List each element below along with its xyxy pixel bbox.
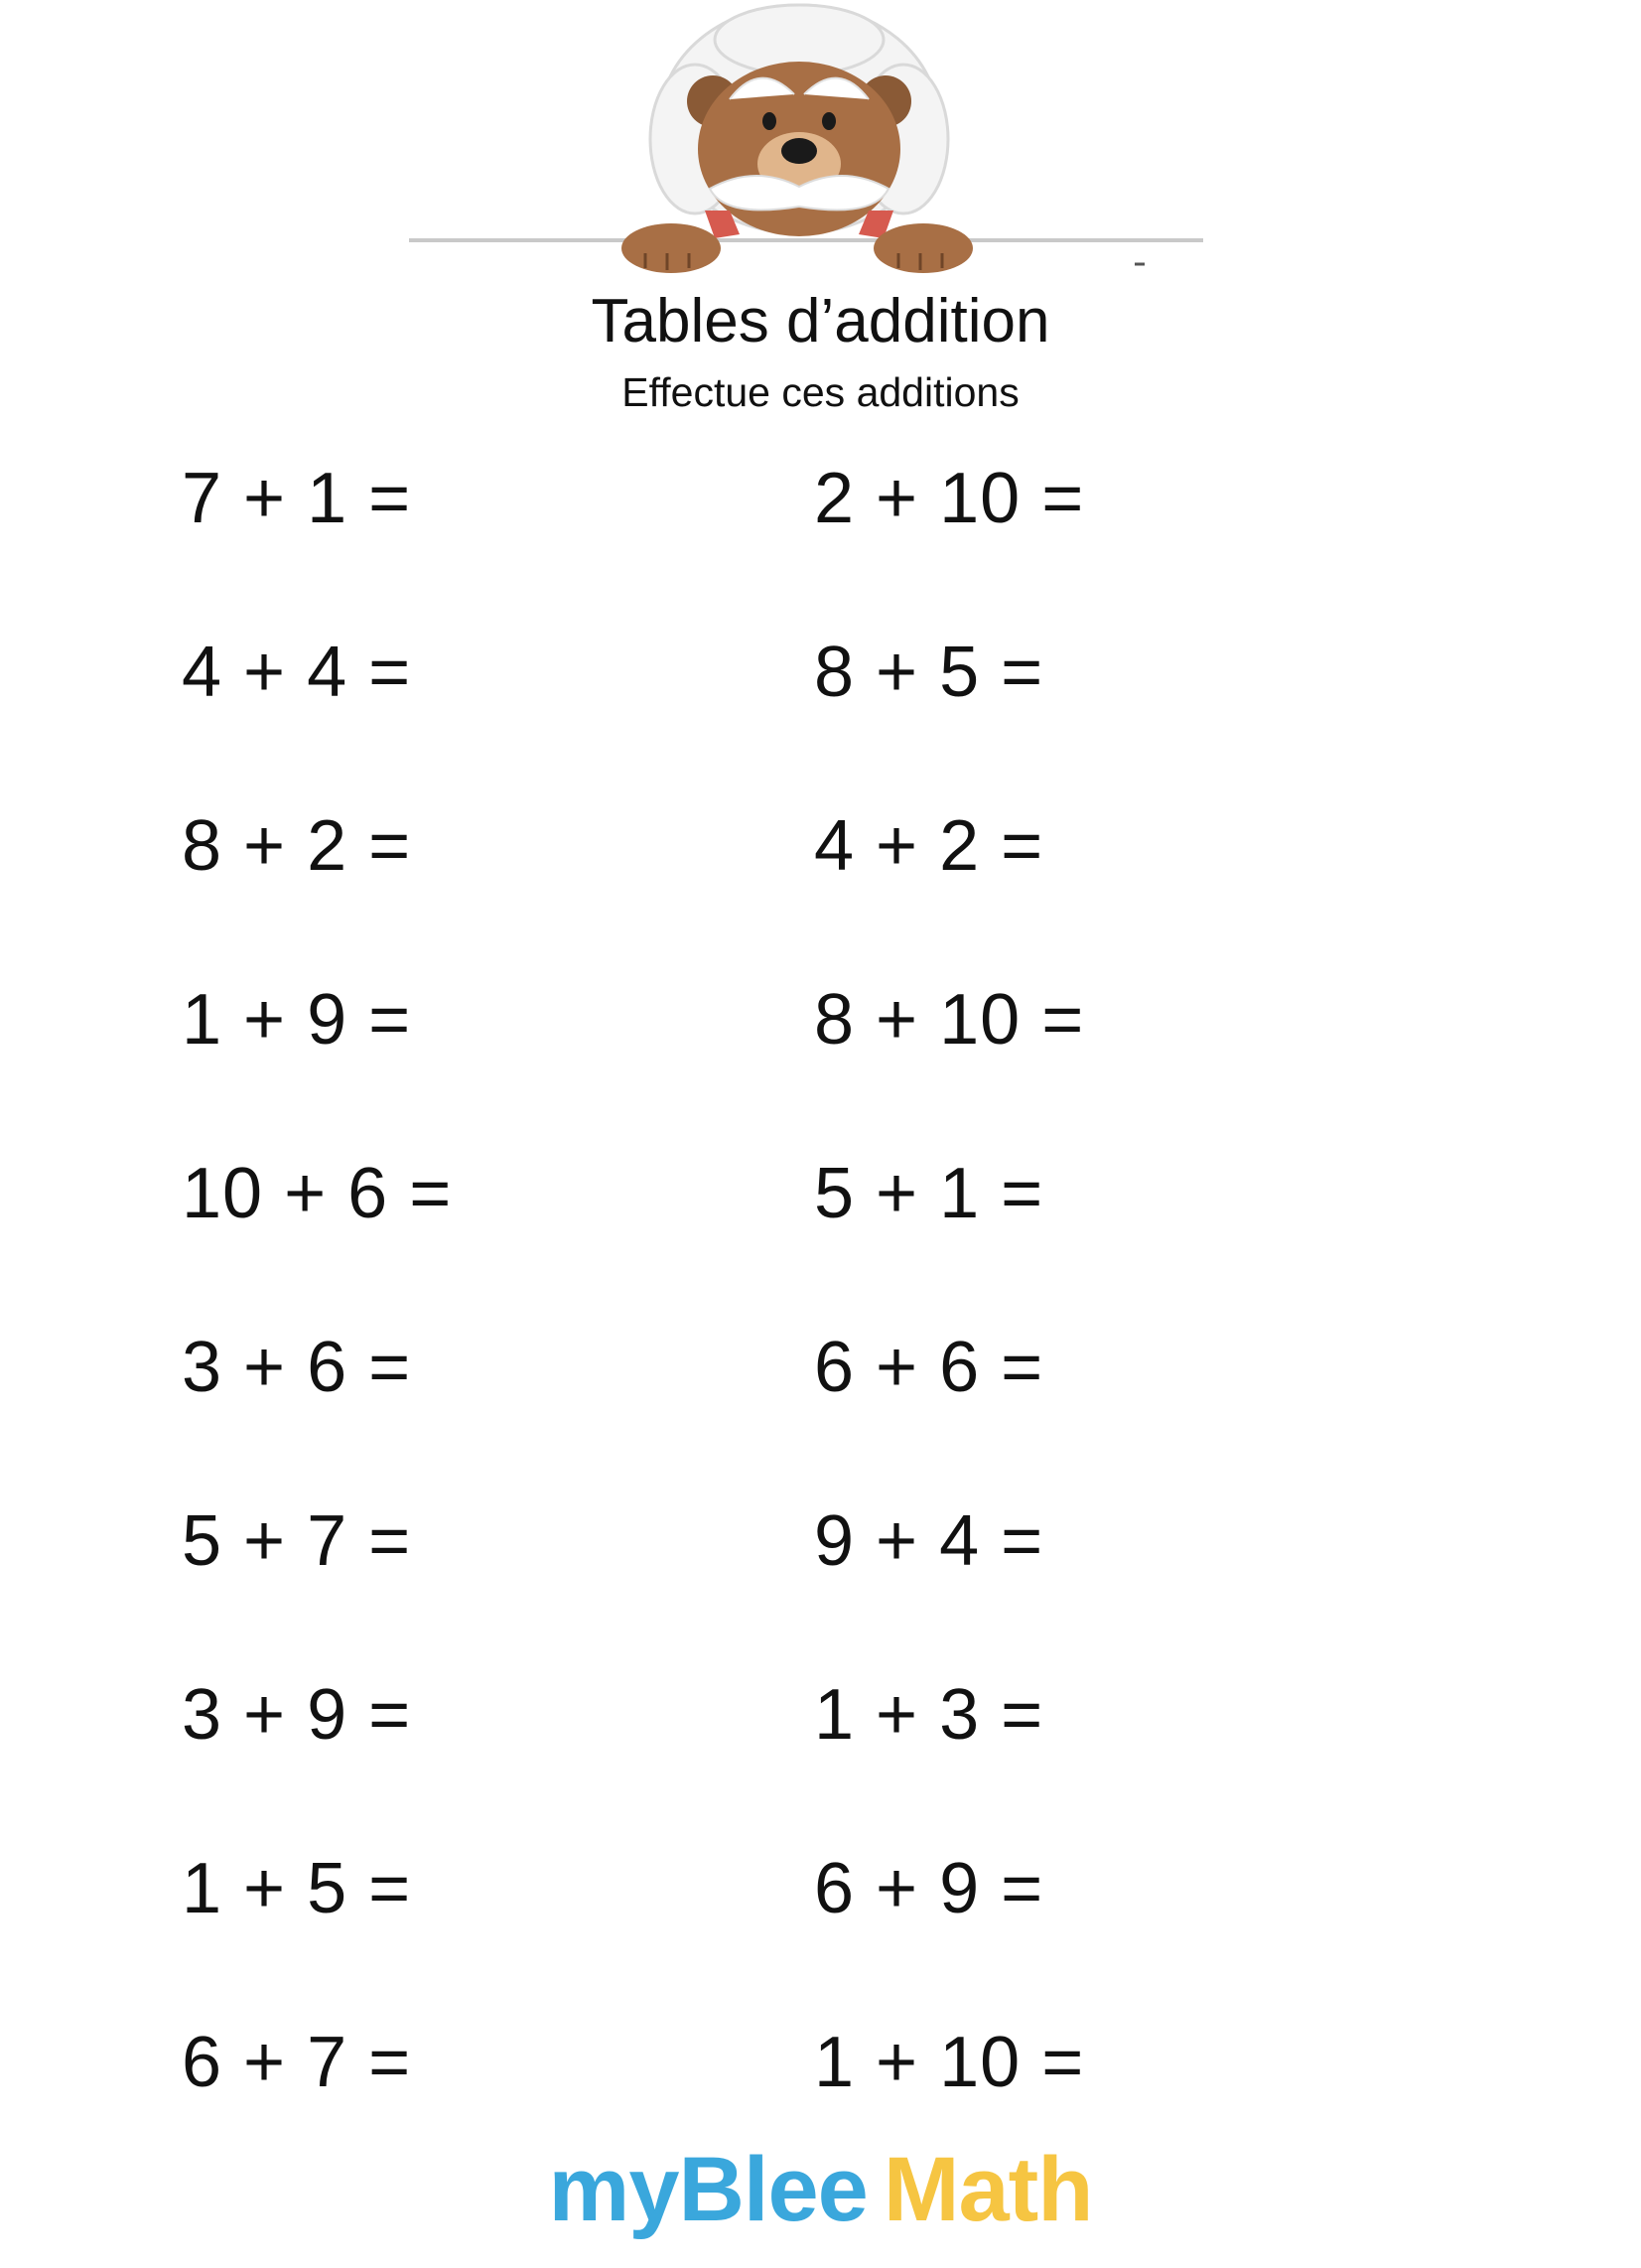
page-title: Tables d’addition [591,287,1050,355]
problem-right-7: 9 + 4 = [814,1501,1044,1581]
problem-right-10: 1 + 10 = [814,2023,1085,2102]
problem-left-1: 7 + 1 = [182,459,412,538]
problem-left-10: 6 + 7 = [182,2023,412,2102]
problem-right-1: 2 + 10 = [814,459,1085,538]
problem-right-2: 8 + 5 = [814,633,1044,712]
problem-right-6: 6 + 6 = [814,1328,1044,1407]
problem-right-5: 5 + 1 = [814,1154,1044,1233]
logo-my: my [548,2139,679,2240]
problem-left-7: 5 + 7 = [182,1501,412,1581]
problem-right-4: 8 + 10 = [814,980,1085,1060]
problem-left-6: 3 + 6 = [182,1328,412,1407]
logo-blee: Blee [678,2139,868,2240]
logo-math: Math [883,2139,1093,2240]
problem-left-2: 4 + 4 = [182,633,412,712]
problem-left-5: 10 + 6 = [182,1154,453,1233]
bear-mascot-icon [0,0,1641,278]
problem-right-9: 6 + 9 = [814,1849,1044,1928]
problem-left-4: 1 + 9 = [182,980,412,1060]
problem-left-8: 3 + 9 = [182,1675,412,1755]
problem-right-3: 4 + 2 = [814,806,1044,886]
problem-left-9: 1 + 5 = [182,1849,412,1928]
myblee-math-logo [0,2135,1641,2244]
page-subtitle: Effectue ces additions [621,369,1020,415]
problem-right-8: 1 + 3 = [814,1675,1044,1755]
problem-left-3: 8 + 2 = [182,806,412,886]
